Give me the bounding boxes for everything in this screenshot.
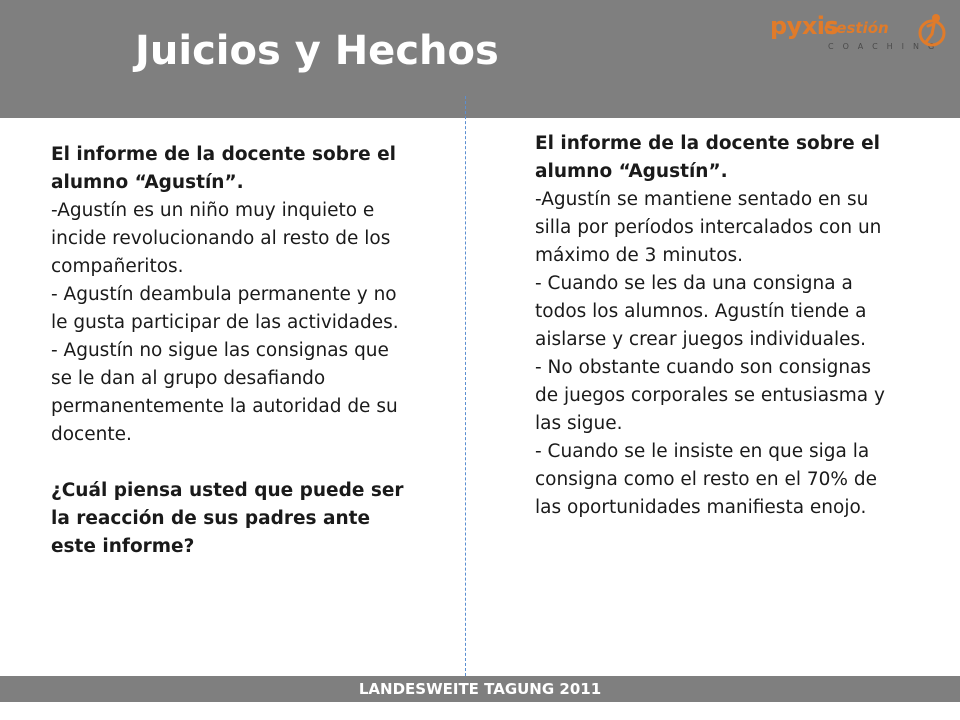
right-line: - Cuando se le insiste en que siga la consigna como el resto en el 70% de las oportunidades manifiesta enojo. xyxy=(535,441,877,518)
logo-sub: Gestión xyxy=(824,19,889,37)
logo-brand: pyxis xyxy=(770,12,839,40)
right-line: -Agustín se mantiene sentado en su silla por períodos intercalados con un máximo de 3 minutos. xyxy=(535,189,882,266)
column-divider xyxy=(465,96,466,676)
right-line: - Cuando se les da una consigna a todos los alumnos. Agustín tiende a aislarse y crear juegos individuales. xyxy=(535,273,867,350)
right-line: - No obstante cuando son consignas de juegos corporales se entusiasma y las sigue. xyxy=(535,357,885,434)
left-column xyxy=(51,141,406,561)
header-bar xyxy=(0,0,960,118)
spacer xyxy=(51,449,406,477)
left-heading: El informe de la docente sobre el alumno “Agustín”. xyxy=(51,144,397,193)
pyxis-logo xyxy=(770,12,950,58)
right-column xyxy=(535,130,895,522)
footer-bar xyxy=(0,676,960,702)
logo-tag: COACHING xyxy=(828,42,944,51)
right-heading: El informe de la docente sobre el alumno “Agustín”. xyxy=(535,133,881,182)
footer-text: LANDESWEITE TAGUNG 2011 xyxy=(358,680,602,698)
left-line: -Agustín es un niño muy inquieto e incide revolucionando al resto de los compañeritos. xyxy=(51,200,391,277)
slide-title: Juicios y Hechos xyxy=(135,28,499,74)
left-line: - Agustín deambula permanente y no le gusta participar de las actividades. xyxy=(51,284,399,333)
left-question: ¿Cuál piensa usted que puede ser la reacción de sus padres ante este informe? xyxy=(51,480,404,557)
left-line: - Agustín no sigue las consignas que se le dan al grupo desafiando permanentemente la autoridad de su docente. xyxy=(51,340,398,445)
person-circle-icon xyxy=(916,12,948,50)
